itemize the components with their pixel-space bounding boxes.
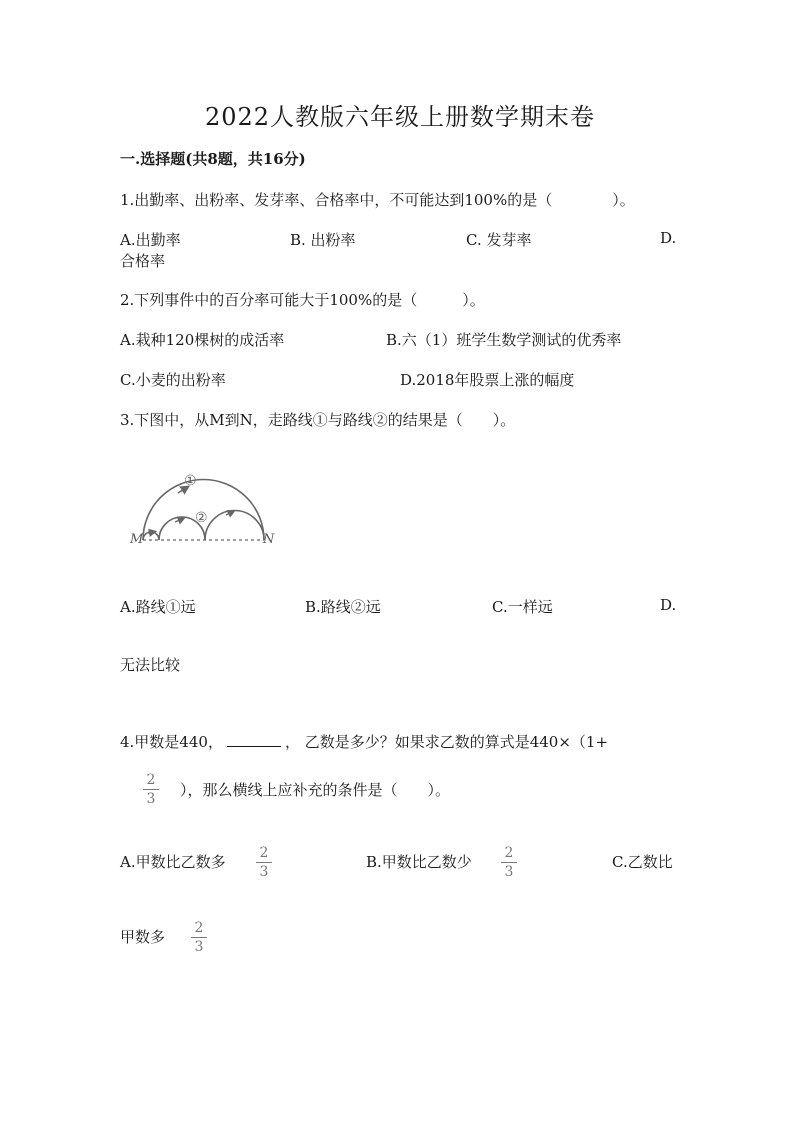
question-3-option-d-text: 无法比较: [120, 656, 181, 674]
question-4-stem: [120, 731, 608, 752]
question-3-option-a: A.路线①远: [120, 598, 196, 616]
question-2-stem: 2.下列事件中的百分率可能大于100%的是（ ）。: [120, 291, 485, 309]
question-1-option-a: A.出勤率: [120, 231, 181, 249]
question-3-option-c: C.一样远: [492, 598, 553, 616]
fraction-numerator: 2: [504, 845, 514, 861]
question-3-option-d-label: D.: [660, 596, 677, 614]
question-3-option-b: B.路线②远: [305, 598, 381, 616]
question-1-stem: 1.出勤率、出粉率、发芽率、合格率中，不可能达到100%的是（ ）。: [120, 191, 635, 209]
route-2-arc-1: [143, 532, 159, 540]
question-2-option-c: C.小麦的出粉率: [120, 371, 226, 389]
question-1-option-b: B. 出粉率: [290, 231, 356, 249]
question-3-stem: 3.下图中，从M到N，走路线①与路线②的结果是（ ）。: [120, 411, 516, 429]
fraction-two-thirds: [501, 845, 517, 880]
question-2-option-d: D.2018年股票上涨的幅度: [400, 371, 575, 389]
question-4-stem-part-1: 4.甲数是440，: [120, 733, 223, 751]
section-heading: 一.选择题(共8题，共16分): [120, 150, 306, 168]
fraction-two-thirds: [256, 845, 272, 880]
question-4-option-a: A.甲数比乙数多: [120, 853, 226, 871]
route-1-label: ①: [184, 473, 197, 489]
question-2-option-a: A.栽种120棵树的成活率: [120, 331, 285, 349]
page-title: 2022人教版六年级上册数学期末卷: [204, 103, 596, 131]
fraction-two-thirds: [143, 772, 159, 807]
answer-blank: [227, 732, 281, 747]
route-diagram: [128, 462, 288, 552]
fraction-bar: [501, 862, 517, 863]
question-2-option-b: B.六（1）班学生数学测试的优秀率: [386, 331, 622, 349]
fraction-bar: [143, 789, 159, 790]
route-2-label: ②: [195, 510, 208, 526]
route-2-arrow-1: [148, 532, 153, 533]
route-2-arrow-2: [175, 519, 182, 522]
question-4-option-c: C.乙数比: [612, 853, 673, 871]
fraction-denominator: 3: [146, 791, 156, 807]
point-n-label: N: [263, 532, 275, 547]
point-m-label: M: [130, 532, 144, 547]
fraction-denominator: 3: [259, 864, 269, 880]
fraction-numerator: 2: [259, 845, 269, 861]
fraction-two-thirds: [191, 920, 207, 955]
route-2-arc-3: [205, 511, 264, 541]
fraction-denominator: 3: [194, 939, 204, 955]
question-1-option-d-label: D.: [660, 229, 677, 247]
fraction-numerator: 2: [194, 920, 204, 936]
fraction-numerator: 2: [146, 772, 156, 788]
fraction-bar: [191, 937, 207, 938]
fraction-denominator: 3: [504, 864, 514, 880]
fraction-bar: [256, 862, 272, 863]
question-4-option-c-text: 甲数多: [120, 928, 166, 946]
route-2-arrow-3: [226, 512, 232, 515]
question-4-stem-line-2: ），那么横线上应补充的条件是（ ）。: [180, 781, 451, 799]
question-4-option-b: B.甲数比乙数少: [366, 853, 472, 871]
question-1-option-d-text: 合格率: [120, 252, 166, 270]
question-1-option-c: C. 发芽率: [466, 231, 532, 249]
question-4-stem-part-2: ， 乙数是多少？如果求乙数的算式是440×（1+: [284, 733, 609, 751]
